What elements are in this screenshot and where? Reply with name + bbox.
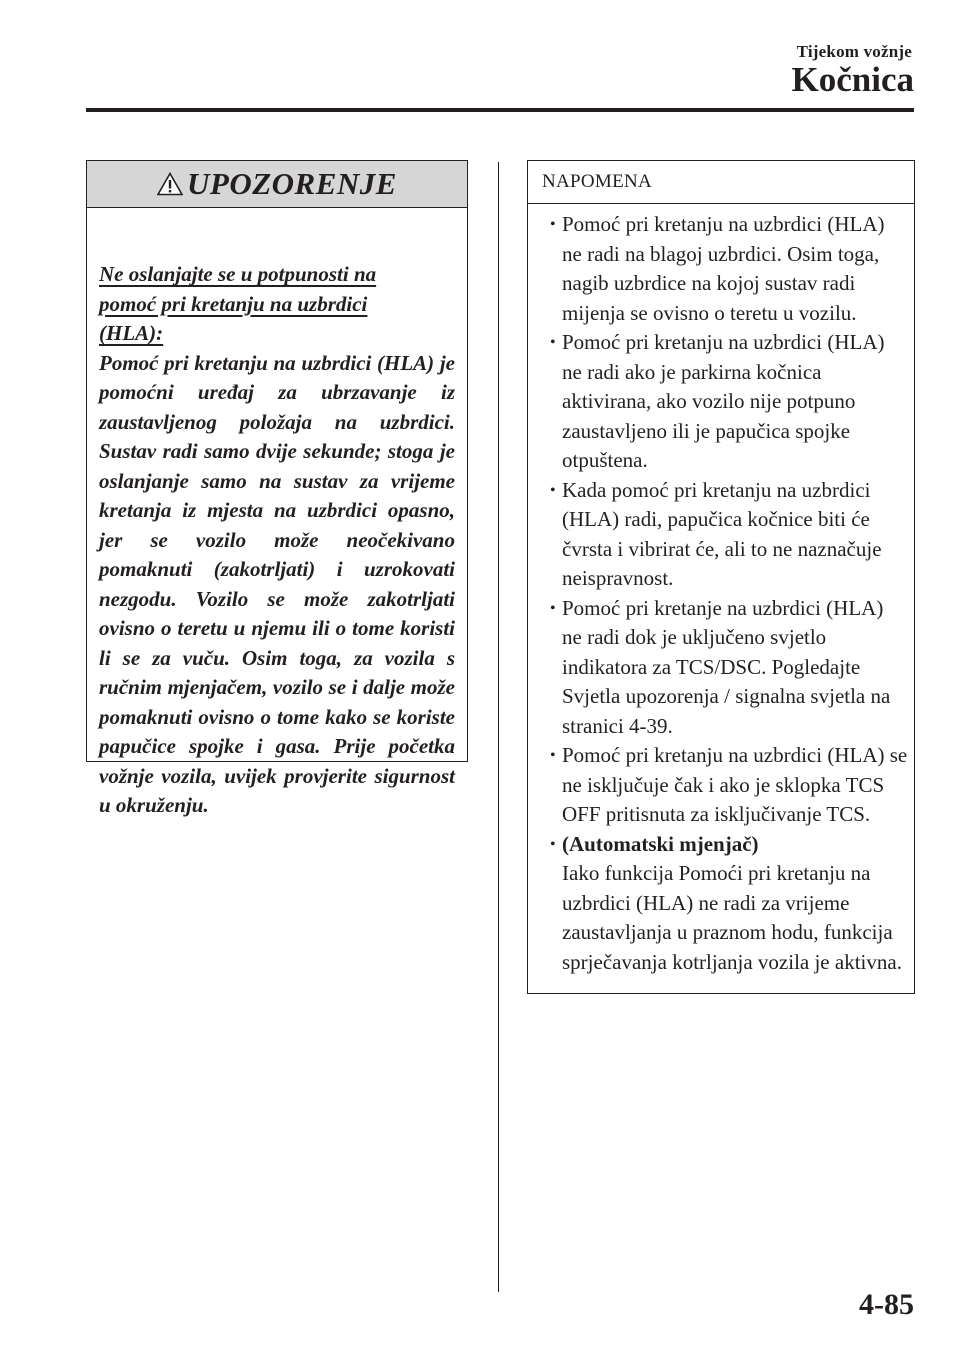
note-item [540, 210, 908, 328]
column-divider [498, 162, 499, 1292]
warning-triangle-icon [157, 172, 183, 196]
bullet-icon: • [550, 835, 556, 853]
note-item-text: Pomoć pri kretanju na uzbrdici (HLA) se ne isključuje čak i ako je sklopka TCS OFF pritisnuta za isključivanje TCS. [562, 743, 908, 826]
note-title: NAPOMENA [542, 171, 653, 192]
note-item-title: (Automatski mjenjač) [562, 831, 759, 856]
note-header [528, 161, 914, 204]
warning-box [86, 160, 468, 817]
bullet-icon: • [550, 747, 556, 764]
warning-text: Pomoć pri kretanju na uzbrdici (HLA) je pomoćni uređaj za ubrzavanje iz zaustavljenog položaja na uzbrdici. Sustav radi samo dvije sekunde; stoga je oslanjanje samo na sustav za vrijeme kretanja iz mjesta na uzbrdici opasno, jer se vozilo može neočekivano pomaknuti (zakotrljati) i uzrokovati nezgodu. Vozilo se može zakotrljati ovisno o teretu u njemu ili o tome koristi li se za vuču. Osim toga, za vozila s ručnim mjenjačem, vozilo se i dalje može pomaknuti ovisno o tome kako se koriste papučice spojke i gasa. Prije početka vožnje vozila, uvijek provjerite sigurnost u okruženju. [99, 350, 455, 817]
note-list [528, 204, 914, 977]
note-item-text: Iako funkcija Pomoći pri kretanju na uzbrdici (HLA) ne radi za vrijeme zaustavljanja u praznom hodu, funkcija sprječavanja kotrljanja vozila je aktivna. [562, 861, 902, 974]
bullet-icon: • [550, 216, 556, 233]
note-item-text: Pomoć pri kretanje na uzbrdici (HLA) ne radi dok je uključeno svjetlo indikatora za TCS/DSC. Pogledajte Svjetla upozorenja / signalna svjetla na stranici 4-39. [562, 595, 891, 738]
warning-heading-line: pomoć pri kretanju na uzbrdici [99, 291, 368, 316]
note-item-text: Kada pomoć pri kretanju na uzbrdici (HLA) radi, papučica kočnice biti će čvrsta i vibrirat će, ali to ne naznačuje neispravnost. [562, 477, 882, 590]
bullet-icon: • [550, 599, 556, 617]
warning-heading [99, 260, 455, 349]
warning-title: UPOZORENJE [187, 166, 397, 201]
note-item [540, 830, 908, 978]
section-label: Tijekom vožnje [796, 42, 912, 61]
note-item [540, 741, 908, 830]
note-item-text: Pomoć pri kretanju na uzbrdici (HLA) ne radi ako je parkirna kočnica aktivirana, ako vozilo nije potpuno zaustavljeno ili je papučica spojke otpuštena. [562, 330, 885, 472]
note-item [540, 476, 908, 594]
warning-heading-line: (HLA): [99, 321, 164, 345]
header-rule [86, 108, 914, 112]
bullet-icon: • [550, 334, 556, 351]
page-title: Kočnica [791, 60, 914, 99]
note-item [540, 594, 908, 742]
note-item-text: Pomoć pri kretanju na uzbrdici (HLA) ne radi na blagoj uzbrdici. Osim toga, nagib uzbrdice na kojoj sustav radi mijenja se ovisno o teretu u vozilu. [562, 212, 885, 325]
warning-header [87, 161, 467, 208]
bullet-icon: • [550, 481, 556, 499]
note-box [527, 160, 915, 994]
note-item [540, 328, 908, 476]
warning-heading-line: Ne oslanjajte se u potpunosti na [99, 262, 377, 286]
warning-body [87, 208, 467, 821]
page-number: 4-85 [859, 1288, 914, 1321]
